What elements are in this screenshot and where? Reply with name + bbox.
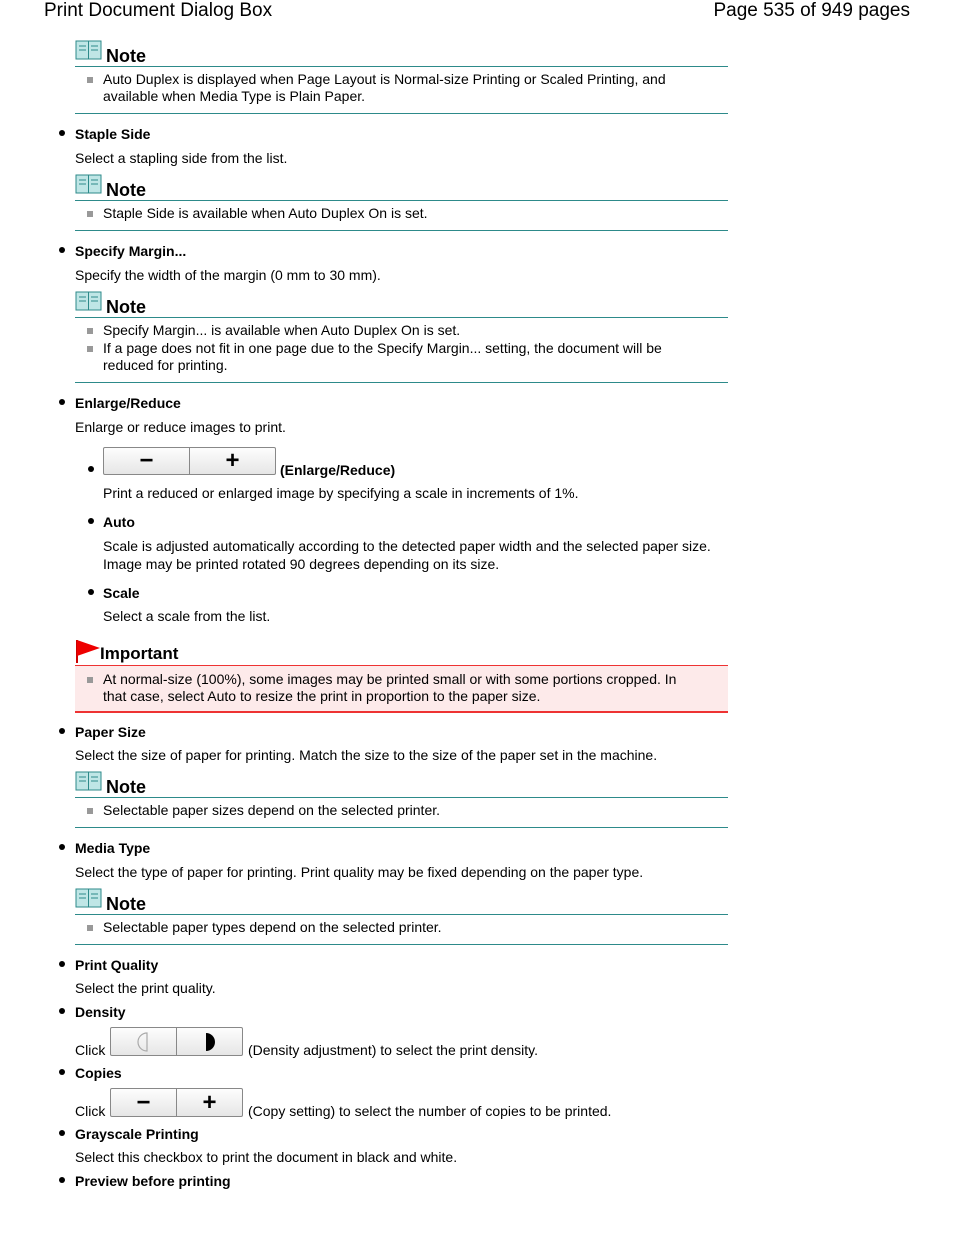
desc-enlarge-reduce: Enlarge or reduce images to print.: [75, 419, 286, 435]
book-icon: [75, 771, 102, 791]
book-icon: [75, 291, 102, 311]
note-item: Selectable paper types depend on the selected printer.: [75, 919, 728, 936]
desc-paper-size: Select the size of paper for printing. Match the size to the size of the paper set in the machine.: [75, 747, 658, 763]
desc-scale: Select a scale from the list.: [103, 608, 271, 624]
note-box: [75, 775, 728, 828]
note-item: Specify Margin... is available when Auto Duplex On is set.: [75, 322, 728, 339]
note-label: Note: [106, 180, 146, 200]
desc-staple-side: Select a stapling side from the list.: [75, 150, 288, 166]
light-half-icon: [137, 1032, 151, 1052]
important-label: Important: [100, 644, 179, 663]
desc-specify-margin: Specify the width of the margin (0 mm to 30 mm).: [75, 267, 381, 283]
term-grayscale-printing: Grayscale Printing: [75, 1126, 199, 1142]
density-buttons: [110, 1027, 243, 1056]
term-auto: Auto: [103, 514, 135, 530]
term-enlarge-reduce-buttons: (Enlarge/Reduce): [280, 462, 396, 478]
book-icon: [75, 40, 102, 60]
note-label: Note: [106, 297, 146, 317]
enlarge-reduce-buttons: [103, 447, 276, 475]
copies-plus-button[interactable]: [176, 1089, 242, 1116]
minus-icon: −: [139, 447, 154, 474]
desc-print-quality: Select the print quality.: [75, 980, 216, 996]
desc-auto: Scale is adjusted automatically according to the detected paper width and the selected paper size. Image may be printed rotated 90 degrees depending on its size.: [103, 538, 711, 572]
note-item: If a page does not fit in one page due to the Specify Margin... setting, the document will be reduced for printing.: [75, 340, 728, 374]
plus-button[interactable]: [189, 448, 275, 474]
term-scale: Scale: [103, 585, 140, 601]
density-click-label: Click: [75, 1042, 106, 1058]
document-title: Print Document Dialog Box: [44, 0, 273, 21]
note-box: [75, 44, 728, 114]
note-item: Selectable paper sizes depend on the selected printer.: [75, 802, 728, 819]
note-label: Note: [106, 777, 146, 797]
note-item: Auto Duplex is displayed when Page Layout is Normal-size Printing or Scaled Printing, and available when Media Type is Plain Paper.: [75, 71, 728, 105]
minus-icon: −: [136, 1088, 151, 1116]
red-flag-icon: [75, 638, 101, 664]
desc-media-type: Select the type of paper for printing. Print quality may be fixed depending on the paper type.: [75, 864, 644, 880]
desc-density: (Density adjustment) to select the print density.: [248, 1042, 538, 1058]
term-enlarge-reduce: Enlarge/Reduce: [75, 395, 181, 411]
plus-icon: +: [225, 447, 240, 474]
desc-copies: (Copy setting) to select the number of copies to be printed.: [248, 1103, 612, 1119]
dark-half-icon: [203, 1032, 217, 1052]
note-label: Note: [106, 46, 146, 66]
term-preview-before-printing: Preview before printing: [75, 1173, 231, 1189]
plus-icon: +: [202, 1088, 217, 1116]
minus-button[interactable]: [104, 448, 189, 474]
book-icon: [75, 174, 102, 194]
important-box: [75, 665, 728, 713]
note-item: Staple Side is available when Auto Duplex On is set.: [75, 205, 728, 222]
page-header: [0, 0, 954, 28]
copies-minus-button[interactable]: [111, 1089, 176, 1116]
important-heading: [75, 638, 275, 666]
term-media-type: Media Type: [75, 840, 151, 856]
page-counter: Page 535 of 949 pages: [713, 0, 910, 21]
term-specify-margin: Specify Margin...: [75, 243, 187, 259]
copies-buttons: [110, 1088, 243, 1117]
note-heading: [75, 44, 728, 67]
term-density: Density: [75, 1004, 126, 1020]
note-box: [75, 892, 728, 945]
term-print-quality: Print Quality: [75, 957, 159, 973]
desc-enlarge-reduce-buttons: Print a reduced or enlarged image by specifying a scale in increments of 1%.: [103, 485, 579, 501]
note-box: [75, 295, 728, 383]
term-copies: Copies: [75, 1065, 122, 1081]
desc-grayscale-printing: Select this checkbox to print the document in black and white.: [75, 1149, 458, 1165]
term-staple-side: Staple Side: [75, 126, 151, 142]
note-box: [75, 178, 728, 231]
important-item: At normal-size (100%), some images may be printed small or with some portions cropped. In that case, select Auto to resize the print in proportion to the paper size.: [75, 671, 728, 705]
term-paper-size: Paper Size: [75, 724, 146, 740]
density-lighter-button[interactable]: [111, 1028, 176, 1055]
book-icon: [75, 888, 102, 908]
note-label: Note: [106, 894, 146, 914]
copies-click-label: Click: [75, 1103, 106, 1119]
density-darker-button[interactable]: [176, 1028, 242, 1055]
